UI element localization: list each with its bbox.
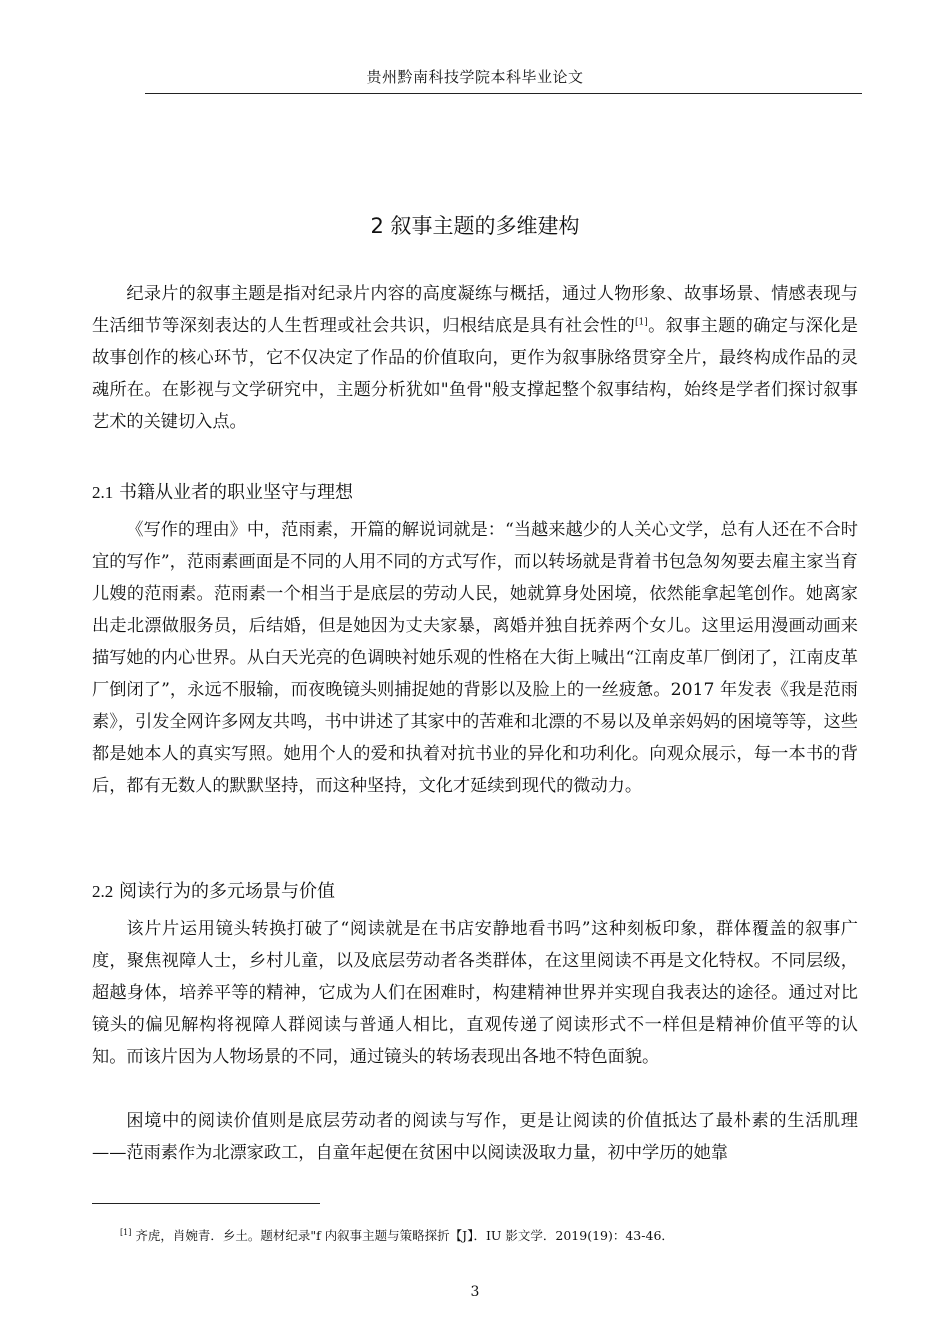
section-2-2-paragraph-2: 困境中的阅读价值则是底层劳动者的阅读与写作，更是让阅读的价值抵达了最朴素的生活肌理——范雨素作为北漂家政工，自童年起便在贫困中以阅读汲取力量，初中学历的她靠 [92,1111,858,1163]
section-2-1-paragraph: 《写作的理由》中，范雨素，开篇的解说词就是：“当越来越少的人关心文学，总有人还在不合时宜的写作”，范雨素画面是不同的人用不同的方式写作，而以转场就是背着书包急匆匆要去雇主家当育儿嫂的范雨素。范雨素一个相当于是底层的劳动人民，她就算身处困境，依然能拿起笔创作。她离家出走北漂做服务员，后结婚，但是她因为丈夫家暴，离婚并独自抚养两个女儿。这里运用漫画动画来描写她的内心世界。从白天光亮的色调映衬她乐观的性格在大街上喊出“江南皮革厂倒闭了，江南皮革厂倒闭了”，永远不服输，而夜晚镜头则捕捉她的背影以及脸上的一丝疲惫。2017 年发表《我是范雨素》，引发全网许多网友共鸣，书中讲述了其家中的苦难和北漂的不易以及单亲妈妈的困境等等，这些都是她本人的真实写照。她用个人的爱和执着对抗书业的异化和功利化。向观众展示，每一本书的背后，都有无数人的默默坚持，而这种坚持，文化才延续到现代的微动力。 [92,520,858,796]
page-number: 3 [470,1284,480,1300]
running-header: 贵州黔南科技学院本科毕业论文 [366,68,584,86]
intro-text-before-ref: 纪录片的叙事主题是指对纪录片内容的高度凝练与概括，通过人物形象、故事场景、情感表现与生活细节等深刻表达的人生哲理或社会共识，归根结底是具有社会性的 [92,284,858,336]
footnote-text: 齐虎，肖婉青．乡土。题材纪录"f 内叙事主题与策略探折【J】．IU 影文学．2019(19)：43-46． [135,1228,674,1243]
footnote-reference[interactable]: [1] [635,317,648,328]
intro-paragraph [92,278,858,438]
footnote-mark: [1] [120,1227,132,1237]
chapter-title: 2 叙事主题的多维建构 [370,214,580,238]
section-title: 阅读行为的多元场景与价值 [118,881,335,902]
section-heading-2-2 [92,877,335,903]
intro-text-after-ref: 。叙事主题的确定与深化是故事创作的核心环节，它不仅决定了作品的价值取向，更作为叙事脉络贯穿全片，最终构成作品的灵魂所在。在影视与文学研究中，主题分析犹如"鱼骨"般支撑起整个叙事结构，始终是学者们探讨叙事艺术的关键切入点。 [92,316,858,432]
section-title: 书籍从业者的职业坚守与理想 [118,482,353,503]
section-number: 2.2 [92,882,114,901]
section-number: 2.1 [92,483,114,502]
section-2-2-paragraph-1: 该片片运用镜头转换打破了“阅读就是在书店安静地看书吗”这种刻板印象，群体覆盖的叙事广度，聚焦视障人士，乡村儿童，以及底层劳动者各类群体，在这里阅读不再是文化特权。不同层级，超越身体，培养平等的精神，它成为人们在困难时，构建精神世界并实现自我表达的途径。通过对比镜头的偏见解构将视障人群阅读与普通人相比，直观传递了阅读形式不一样但是精神价值平等的认知。而该片因为人物场景的不同，通过镜头的转场表现出各地不特色面貌。 [92,919,858,1067]
footnote-divider [92,1203,320,1204]
section-heading-2-1 [92,478,353,504]
footnote [120,1226,674,1244]
header-divider [145,93,862,94]
